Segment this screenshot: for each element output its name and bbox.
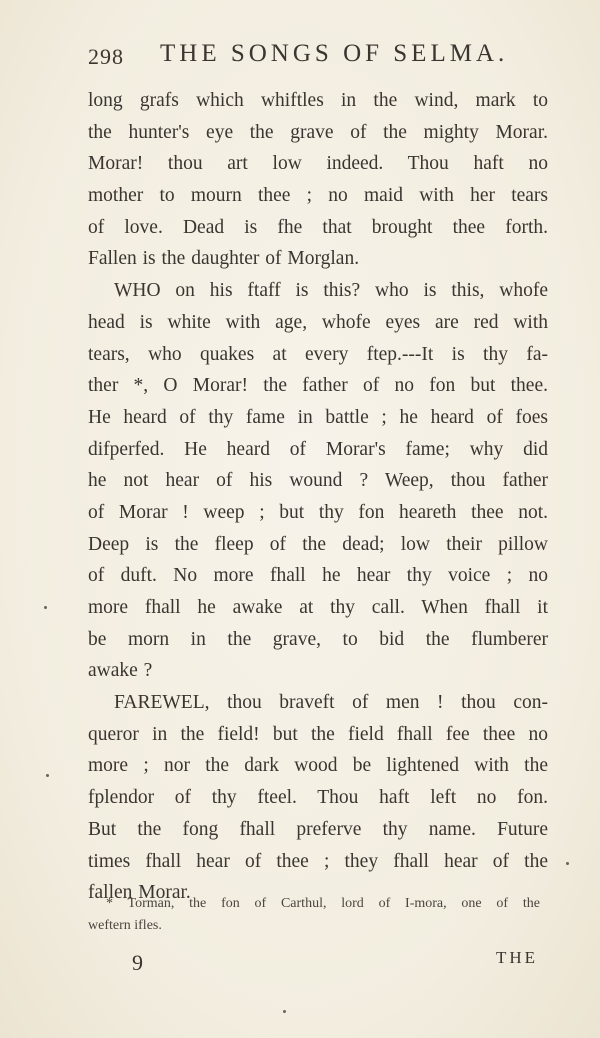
paragraph-start-line: FAREWEL, thou braveft of men ! thou con-: [114, 692, 548, 714]
text-line: difperfed. He heard of Morar's fame; why did: [88, 438, 548, 460]
text-line: Morar! thou art low indeed. Thou haft no: [88, 153, 548, 175]
text-line: the hunter's eye the grave of the mighty Morar.: [88, 121, 548, 143]
ink-speck: [46, 774, 49, 777]
text-line: awake ?: [88, 660, 153, 682]
text-line: he not hear of his wound ? Weep, thou father: [88, 470, 548, 492]
text-line: times fhall hear of thee ; they fhall hear of the: [88, 850, 548, 872]
text-line: of Morar ! weep ; but thy fon heareth thee not.: [88, 501, 548, 523]
text-line: queror in the field! but the field fhall fee thee no: [88, 723, 548, 745]
text-line: mother to mourn thee ; no maid with her tears: [88, 185, 548, 207]
text-line: Deep is the fleep of the dead; low their pillow: [88, 533, 548, 555]
text-line: Fallen is the daughter of Morglan.: [88, 248, 360, 270]
catchword: THE: [496, 948, 539, 967]
text-line: He heard of thy fame in battle ; he heard of foes: [88, 406, 548, 428]
text-line: be morn in the grave, to bid the flumberer: [88, 628, 548, 650]
footnote: [88, 893, 540, 937]
text-line: head is white with age, whofe eyes are red with: [88, 311, 548, 333]
text-line: ther *, O Morar! the father of no fon but thee.: [88, 375, 548, 397]
signature-mark: 9: [132, 950, 143, 975]
page-header: [88, 40, 548, 80]
text-line: tears, who quakes at every ftep.---It is thy fa-: [88, 343, 548, 365]
ink-speck: [44, 606, 47, 609]
text-line: fallen Morar.: [88, 882, 191, 904]
text-line: long grafs which whiftles in the wind, mark to: [88, 90, 548, 111]
text-line: But the fong fhall preferve thy name. Future: [88, 818, 548, 840]
text-line: of duft. No more fhall he hear thy voice ; no: [88, 565, 548, 587]
running-head: THE SONGS OF SELMA.: [160, 40, 509, 67]
text-line: more ; nor the dark wood be lightened with the: [88, 755, 548, 777]
ink-speck: [283, 1010, 286, 1013]
footnote-line: weftern ifles.: [88, 918, 162, 933]
text-line: more fhall he awake at thy call. When fhall it: [88, 597, 548, 618]
footnote-line: * Torman, the fon of Carthul, lord of I-mora, one of the: [106, 896, 540, 911]
body-text: [88, 85, 548, 909]
paragraph-start-line: WHO on his ftaff is this? who is this, whofe: [114, 280, 548, 302]
text-line: of love. Dead is fhe that brought thee forth.: [88, 216, 548, 238]
text-line: fplendor of thy fteel. Thou haft left no fon.: [88, 787, 548, 809]
ink-speck: [566, 862, 569, 865]
page-number: 298: [88, 44, 124, 69]
